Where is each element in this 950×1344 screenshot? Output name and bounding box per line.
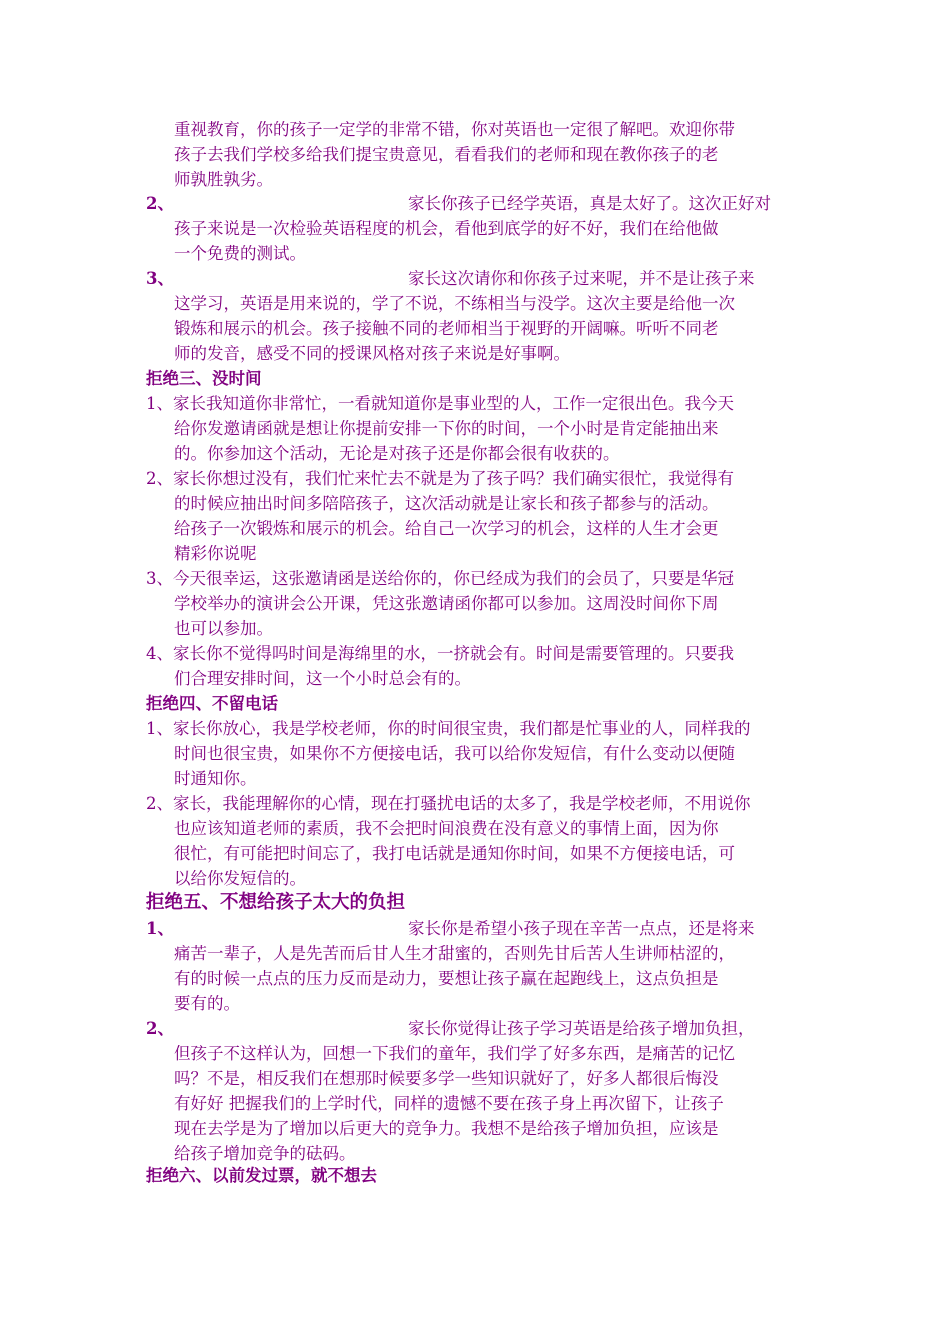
paragraph-line: 2、家长，我能理解你的心情，现在打骚扰电话的太多了，我是学校老师，不用说你 [146, 794, 751, 813]
paragraph-line: 给孩子增加竞争的砝码。 [174, 1144, 356, 1163]
list-item [146, 266, 810, 366]
paragraph-line: 痛苦一辈子，人是先苦而后甘人生才甜蜜的，否则先甘后苦人生讲师枯涩的， [174, 944, 735, 963]
intro-paragraph [146, 117, 810, 192]
section-heading: 拒绝三、没时间 [146, 369, 262, 388]
section-no-phone [146, 691, 810, 891]
paragraph-line: 但孩子不这样认为，回想一下我们的童年，我们学了好多东西，是痛苦的记忆 [174, 1044, 735, 1063]
section-no-time [146, 366, 810, 691]
item-number: 1、 [146, 919, 174, 938]
paragraph-line: 1、家长我知道你非常忙，一看就知道你是事业型的人，工作一定很出色。我今天 [146, 394, 734, 413]
paragraph-line: 2、家长你想过没有，我们忙来忙去不就是为了孩子吗？我们确实很忙，我觉得有 [146, 469, 734, 488]
paragraph-line: 一个免费的测试。 [174, 244, 306, 263]
paragraph-line: 学校举办的演讲会公开课，凭这张邀请函你都可以参加。这周没时间你下周 [174, 594, 719, 613]
paragraph-line: 这学习，英语是用来说的，学了不说，不练相当与没学。这次主要是给他一次 [174, 294, 735, 313]
paragraph-line: 3、今天很幸运，这张邀请函是送给你的，你已经成为我们的会员了，只要是华冠 [146, 569, 734, 588]
paragraph-line: 吗？不是，相反我们在想那时候要多学一些知识就好了，好多人都很后悔没 [174, 1069, 719, 1088]
paragraph-line: 1、家长你放心，我是学校老师，你的时间很宝贵，我们都是忙事业的人，同样我的 [146, 719, 751, 738]
paragraph-line: 也应该知道老师的素质，我不会把时间浪费在没有意义的事情上面，因为你 [174, 819, 719, 838]
paragraph-line: 家长你觉得让孩子学习英语是给孩子增加负担， [408, 1019, 755, 1038]
item-number: 2、 [146, 194, 174, 213]
item-number: 3、 [146, 269, 174, 288]
paragraph-line: 4、家长你不觉得吗时间是海绵里的水，一挤就会有。时间是需要管理的。只要我 [146, 644, 734, 663]
paragraph-line: 孩子去我们学校多给我们提宝贵意见，看看我们的老师和现在教你孩子的老 [174, 145, 719, 164]
section-heading: 拒绝六、以前发过票，就不想去 [146, 1166, 377, 1185]
paragraph-line: 很忙，有可能把时间忘了，我打电话就是通知你时间，如果不方便接电话，可 [174, 844, 735, 863]
paragraph-line: 师的发音，感受不同的授课风格对孩子来说是好事啊。 [174, 344, 570, 363]
paragraph-line: 给孩子一次锻炼和展示的机会。给自己一次学习的机会，这样的人生才会更 [174, 519, 719, 538]
paragraph-line: 锻炼和展示的机会。孩子接触不同的老师相当于视野的开阔嘛。听听不同老 [174, 319, 719, 338]
paragraph-line: 家长你孩子已经学英语，真是太好了。这次正好对 [408, 194, 771, 213]
paragraph-line: 以给你发短信的。 [174, 869, 306, 888]
paragraph-line: 时间也很宝贵，如果你不方便接电话，我可以给你发短信，有什么变动以便随 [174, 744, 735, 763]
paragraph-line: 家长你是希望小孩子现在辛苦一点点，还是将来 [408, 919, 755, 938]
paragraph-line: 重视教育，你的孩子一定学的非常不错，你对英语也一定很了解吧。欢迎你带 [174, 120, 735, 139]
paragraph-line: 家长这次请你和你孩子过来呢，并不是让孩子来 [408, 269, 755, 288]
paragraph-line: 的。你参加这个活动，无论是对孩子还是你都会很有收获的。 [174, 444, 620, 463]
paragraph-line: 的时候应抽出时间多陪陪孩子，这次活动就是让家长和孩子都参与的活动。 [174, 494, 719, 513]
item-number: 2、 [146, 1019, 174, 1038]
section-no-burden [146, 889, 810, 1166]
paragraph-line: 孩子来说是一次检验英语程度的机会，看他到底学的好不好，我们在给他做 [174, 219, 719, 238]
list-item [146, 191, 810, 266]
paragraph-line: 现在去学是为了增加以后更大的竞争力。我想不是给孩子增加负担，应该是 [174, 1119, 719, 1138]
section-prev-tickets [146, 1163, 810, 1188]
paragraph-line: 精彩你说呢 [174, 544, 257, 563]
paragraph-line: 们合理安排时间，这一个小时总会有的。 [174, 669, 471, 688]
paragraph-line: 要有的。 [174, 994, 240, 1013]
paragraph-line: 时通知你。 [174, 769, 257, 788]
section-heading: 拒绝四、不留电话 [146, 694, 278, 713]
paragraph-line: 也可以参加。 [174, 619, 273, 638]
paragraph-line: 师孰胜孰劣。 [174, 170, 273, 189]
paragraph-line: 给你发邀请函就是想让你提前安排一下你的时间，一个小时是肯定能抽出来 [174, 419, 719, 438]
section-heading: 拒绝五、不想给孩子太大的负担 [146, 892, 406, 913]
paragraph-line: 有好好 把握我们的上学时代，同样的遗憾不要在孩子身上再次留下，让孩子 [174, 1094, 724, 1113]
paragraph-line: 有的时候一点点的压力反而是动力，要想让孩子赢在起跑线上，这点负担是 [174, 969, 719, 988]
